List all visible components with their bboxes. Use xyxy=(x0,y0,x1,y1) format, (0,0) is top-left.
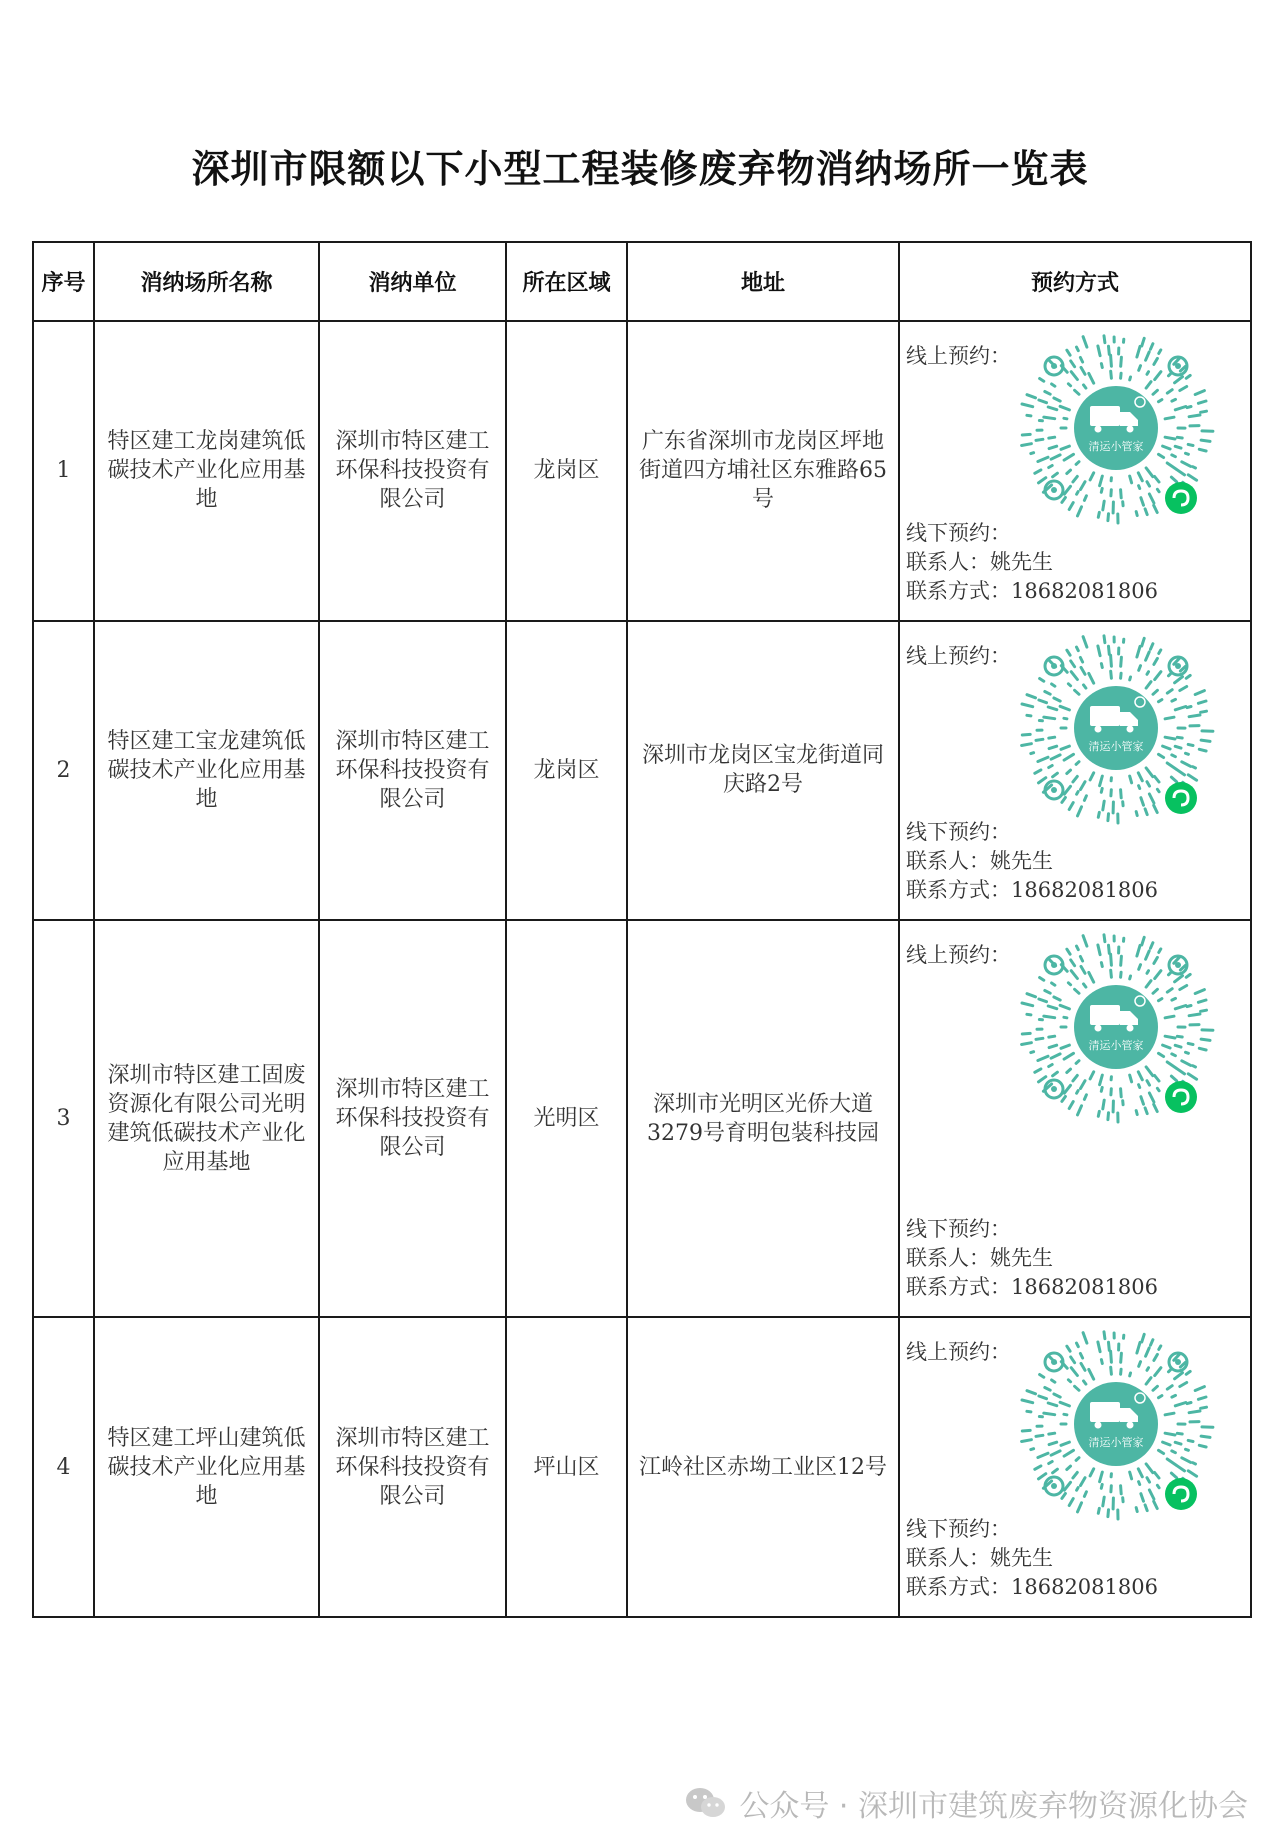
row-no: 2 xyxy=(33,621,94,921)
wechat-icon xyxy=(685,1786,727,1820)
contact-person: 联系人：姚先生 xyxy=(906,847,1158,876)
contact-phone: 联系方式：18682081806 xyxy=(906,1573,1158,1602)
page-title: 深圳市限额以下小型工程装修废弃物消纳场所一览表 xyxy=(0,138,1280,193)
contact-person: 联系人：姚先生 xyxy=(906,548,1158,577)
svg-text:清运小管家: 清运小管家 xyxy=(1089,1435,1144,1449)
row-no: 4 xyxy=(33,1317,94,1617)
contact-person: 联系人：姚先生 xyxy=(906,1244,1158,1273)
contact-phone: 联系方式：18682081806 xyxy=(906,1273,1158,1302)
district: 龙岗区 xyxy=(506,321,627,621)
table-row xyxy=(33,1317,1251,1617)
svg-text:清运小管家: 清运小管家 xyxy=(1089,1038,1144,1052)
header-site-name: 消纳场所名称 xyxy=(94,242,319,321)
footer-watermark xyxy=(685,1781,1248,1825)
offline-booking-info xyxy=(906,519,1158,606)
row-no: 3 xyxy=(33,920,94,1317)
mini-program-qr-icon[interactable] xyxy=(1016,630,1216,840)
disposal-unit: 深圳市特区建工环保科技投资有限公司 xyxy=(319,321,506,621)
table-row xyxy=(33,321,1251,621)
header-address: 地址 xyxy=(627,242,899,321)
offline-booking-label: 线下预约： xyxy=(906,818,1158,847)
site-name: 特区建工坪山建筑低碳技术产业化应用基地 xyxy=(94,1317,319,1617)
table-row xyxy=(33,621,1251,921)
header-booking: 预约方式 xyxy=(899,242,1251,321)
svg-text:清运小管家: 清运小管家 xyxy=(1089,739,1144,753)
table-row xyxy=(33,920,1251,1317)
mini-program-qr-icon[interactable] xyxy=(1016,1326,1216,1536)
site-name: 特区建工龙岗建筑低碳技术产业化应用基地 xyxy=(94,321,319,621)
booking-cell xyxy=(899,1317,1251,1617)
disposal-unit: 深圳市特区建工环保科技投资有限公司 xyxy=(319,1317,506,1617)
online-booking-label: 线上预约： xyxy=(906,640,1011,670)
contact-phone: 联系方式：18682081806 xyxy=(906,876,1158,905)
address: 深圳市龙岗区宝龙街道同庆路2号 xyxy=(627,621,899,921)
address: 深圳市光明区光侨大道3279号育明包装科技园 xyxy=(627,920,899,1317)
offline-booking-label: 线下预约： xyxy=(906,519,1158,548)
mini-program-qr-icon[interactable] xyxy=(1016,330,1216,540)
header-no: 序号 xyxy=(33,242,94,321)
header-district: 所在区域 xyxy=(506,242,627,321)
contact-person: 联系人：姚先生 xyxy=(906,1544,1158,1573)
disposal-sites-table xyxy=(32,241,1252,1618)
mini-program-qr-icon[interactable] xyxy=(1016,929,1216,1139)
booking-cell xyxy=(899,321,1251,621)
offline-booking-label: 线下预约： xyxy=(906,1515,1158,1544)
header-unit: 消纳单位 xyxy=(319,242,506,321)
address: 广东省深圳市龙岗区坪地街道四方埔社区东雅路65号 xyxy=(627,321,899,621)
disposal-unit: 深圳市特区建工环保科技投资有限公司 xyxy=(319,920,506,1317)
row-no: 1 xyxy=(33,321,94,621)
site-name: 深圳市特区建工固废资源化有限公司光明建筑低碳技术产业化应用基地 xyxy=(94,920,319,1317)
disposal-unit: 深圳市特区建工环保科技投资有限公司 xyxy=(319,621,506,921)
offline-booking-info xyxy=(906,1215,1158,1302)
booking-cell xyxy=(899,621,1251,921)
district: 光明区 xyxy=(506,920,627,1317)
footer-text: 公众号 · 深圳市建筑废弃物资源化协会 xyxy=(739,1781,1248,1825)
district: 龙岗区 xyxy=(506,621,627,921)
booking-cell xyxy=(899,920,1251,1317)
online-booking-label: 线上预约： xyxy=(906,340,1011,370)
contact-phone: 联系方式：18682081806 xyxy=(906,577,1158,606)
offline-booking-info xyxy=(906,1515,1158,1602)
offline-booking-info xyxy=(906,818,1158,905)
address: 江岭社区赤坳工业区12号 xyxy=(627,1317,899,1617)
offline-booking-label: 线下预约： xyxy=(906,1215,1158,1244)
online-booking-label: 线上预约： xyxy=(906,1336,1011,1366)
table-header-row xyxy=(33,242,1251,321)
online-booking-label: 线上预约： xyxy=(906,939,1011,969)
district: 坪山区 xyxy=(506,1317,627,1617)
site-name: 特区建工宝龙建筑低碳技术产业化应用基地 xyxy=(94,621,319,921)
svg-text:清运小管家: 清运小管家 xyxy=(1089,439,1144,453)
